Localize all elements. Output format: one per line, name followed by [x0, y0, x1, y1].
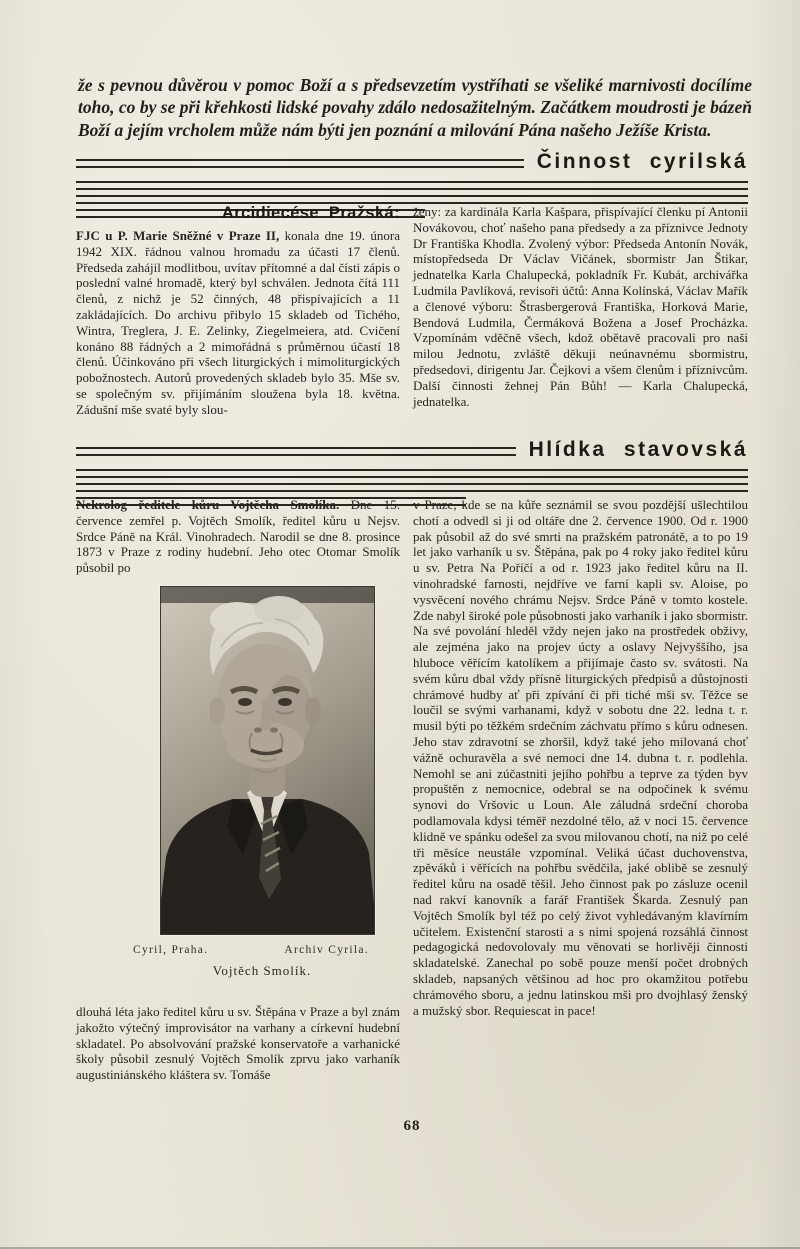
- photo-credit-right: Archiv Cyrila.: [284, 943, 369, 956]
- portrait-photo: [160, 586, 375, 935]
- photo-credit-row: [133, 944, 369, 956]
- right-column: [413, 204, 748, 418]
- left-column: [76, 497, 400, 1083]
- section-hlidka-columns: [76, 497, 748, 1083]
- double-rule: [76, 483, 748, 492]
- section-title: Hlídka stavovská: [528, 438, 748, 461]
- double-rule: [76, 195, 748, 204]
- paragraph: ženy: za kardinála Karla Kašpara, přispívající členku pí Antonii Novákovou, choť našeho pana předsedy a za příznivce Jednoty Dr Františka Khodla. Zvolený výbor: Předseda Antonín Novák, místopředseda Dr Václav Vičánek, sbormistr Jan Štikar, jednatelka Karla Chalupecká, pokladník Fr. Kubát, archivářka Ludmila Pavlíková, revisoři účtů: Anna Kolínská, Václav Mařík a členové výboru: Štrasbergerová Františka, Horková Marie, Bendová Ludmila, Čermáková Božena a Josef Procházka. Vzpomínám vděčně všech, kdož obětavě pracovali pro naši milou Jednotu, zvláště děkuji neúnavnému sbormistru, předsedovi, dirigentu Jar. Čejkovi a všem členům i příznivcům. Další činnosti žehnej Pán Bůh! — Karla Chalupecká, jednatelka.: [413, 204, 748, 409]
- double-rule: [76, 181, 748, 190]
- header-rule-left: [76, 447, 516, 456]
- obituary-lead: Nekrolog ředitele kůru Vojtěcha Smolíka.: [76, 497, 340, 512]
- obituary-body: Dne 15. července zemřel p. Vojtěch Smolík, ředitel kůru u Nejsv. Srdce Páně na Král. Vinohradech. Narodil se dne 8. prosince 1873 v Praze z rodiny hudební. Jeho otec Otomar Smolík působil po: [76, 497, 400, 576]
- double-rule: [76, 469, 748, 478]
- section-title: Činnost cyrilská: [536, 150, 748, 173]
- page-number: 68: [403, 1118, 421, 1134]
- header-rule-left: [76, 159, 524, 168]
- obituary-continuation: dlouhá léta jako ředitel kůru u sv. Štěpána v Praze a byl znám jakožto výtečný improvisátor na varhany a církevní hudební skladatel. Po absolvování pražské konservatoře a varhanické školy působil zesnulý Vojtěch Smolík zprvu jako varhaník augustiniánského kláštera sv. Tomáše: [76, 1003, 400, 1083]
- section-cinnost-columns: [76, 204, 748, 418]
- section-header-hlidka-stavovska: [76, 438, 748, 506]
- paragraph: [76, 228, 400, 418]
- right-column: [413, 497, 748, 1083]
- column-heading: Arcidiecése Pražská:: [221, 204, 400, 222]
- intro-paragraph: že s pevnou důvěrou v pomoc Boží a s předsevzetím vystříhati se všeliké marnivosti docílíme toho, co by se při křehkosti lidské povahy zdálo nedosažitelným. Začátkem moudrosti je bázeň Boží a jejím vrcholem může nám býti jen poznání a milování Pána našeho Ježíše Krista.: [78, 74, 752, 140]
- header-row: [76, 150, 748, 174]
- paragraph-body: konala dne 19. února 1942 XIX. řádnou valnou hromadu za účasti 17 členů. Předseda zahájil modlitbou, uvítav přítomné a dal čísti zápis o poslední valné hromadě, který byl schválen. Jednota čítá 111 členů, z nichž je 52 činných, 48 přispívajících a 11 zakládajících. Do archivu přibylo 15 skladeb od Tichého, Wintra, Treglera, J. E. Zelinky, Ziegelmeiera, atd. Cvičení konáno 88 řádných a 2 mimořádná s průměrnou účastí 18 členů. Účinkováno při všech liturgických i mimoliturgických pobožnostech. Autorů provedených skladeb bylo 35. Mše sv. se společným sv. přijímáním sloužena byla 18. května. Zádušní mše svaté byly slou-: [76, 228, 400, 417]
- photo-credit-left: Cyril, Praha.: [133, 943, 209, 956]
- header-row: [76, 438, 748, 462]
- left-column: [76, 204, 400, 418]
- obituary-paragraph-right: v Praze, kde se na kůře seznámil se svou pozdější ušlechtilou chotí a odvedl si ji od oltáře dne 2. července 1900. Od r. 1900 pak působil až do své smrti na pražském patronátě, a to po 19 let jako varhaník u sv. Štěpána, pak po 4 roky jako ředitel kůru u sv. Petra Na Poříčí a od r. 1923 jako ředitel kůru na II. vinohradské farnosti, nejdříve ve farní kapli sv. Aloise, po vysvěcení nového chrámu Nejsv. Srdce Páně v tomto kostele. Zde nabyl široké pole působnosti jako varhaník i jako sbormistr. Na své povolání hleděl vždy nejen jako na prostředek obživy, ale zejména jako na projev úcty a oslavy Nejvyššího, jsa hluboce věřícím katolíkem a přijímaje často sv. svátosti. Na svém kůru dbal vždy přísně liturgických předpisů a důstojnosti chrámové hudby ať při zpívání či při tiché mši sv. Těžce se loučil se svými varhanami, když v sobotu dne 22. ledna t. r. musil býti po těžkém srdečním záchvatu přímo s kůru odnesen. Jeho stav zdravotní se zhoršil, když také jeho milovaná choť vážně ochuravěla a své nemoci dne 14. dubna t. r. podlehla. Nemohl se ani zúčastniti jejího pohřbu a teprve za týden byv propuštěn z nemocnice, odebral se na odpočinek k svému synovi do Vršovic u Loun. Ale záludná srdeční choroba podlamovala kdysi téměř nezdolné tělo, až v noci 15. července klidně ve spánku odešel za svou milovanou chotí, na niž po celé tři měsíce neustále vzpomínal. Veliká účast duchovenstva, zpěváků i věřících na pohřbu svědčila, jaké oblibě se zesnulý ředitel kůru na osadě těšil. Jeho činnost pak po zásluze ocenil nad rakví kanovník a farář František Škarda. Zesnulý pan Vojtěch Smolík byl též po celý život vyhledávaným klavírním učitelem. Existenční starosti a s nimi spojená rozsáhlá činnost pedagogická nedovolovaly mu věnovati se horlivěji činnosti skladatelské. Zanechal po sobě pouze menší počet drobných skladeb, napsaných většinou ad hoc pro okamžitou potřebu chrámového sboru, a jednu latinskou mši pro dvojhlasý ženský a mužský sbor. Requiescat in pace!: [413, 497, 748, 1018]
- portrait-photo-illustration: [161, 587, 374, 934]
- paragraph-lead: FJC u P. Marie Sněžné v Praze II,: [76, 228, 280, 243]
- obituary-paragraph: [76, 497, 400, 576]
- photo-caption: Vojtěch Smolík.: [212, 962, 312, 978]
